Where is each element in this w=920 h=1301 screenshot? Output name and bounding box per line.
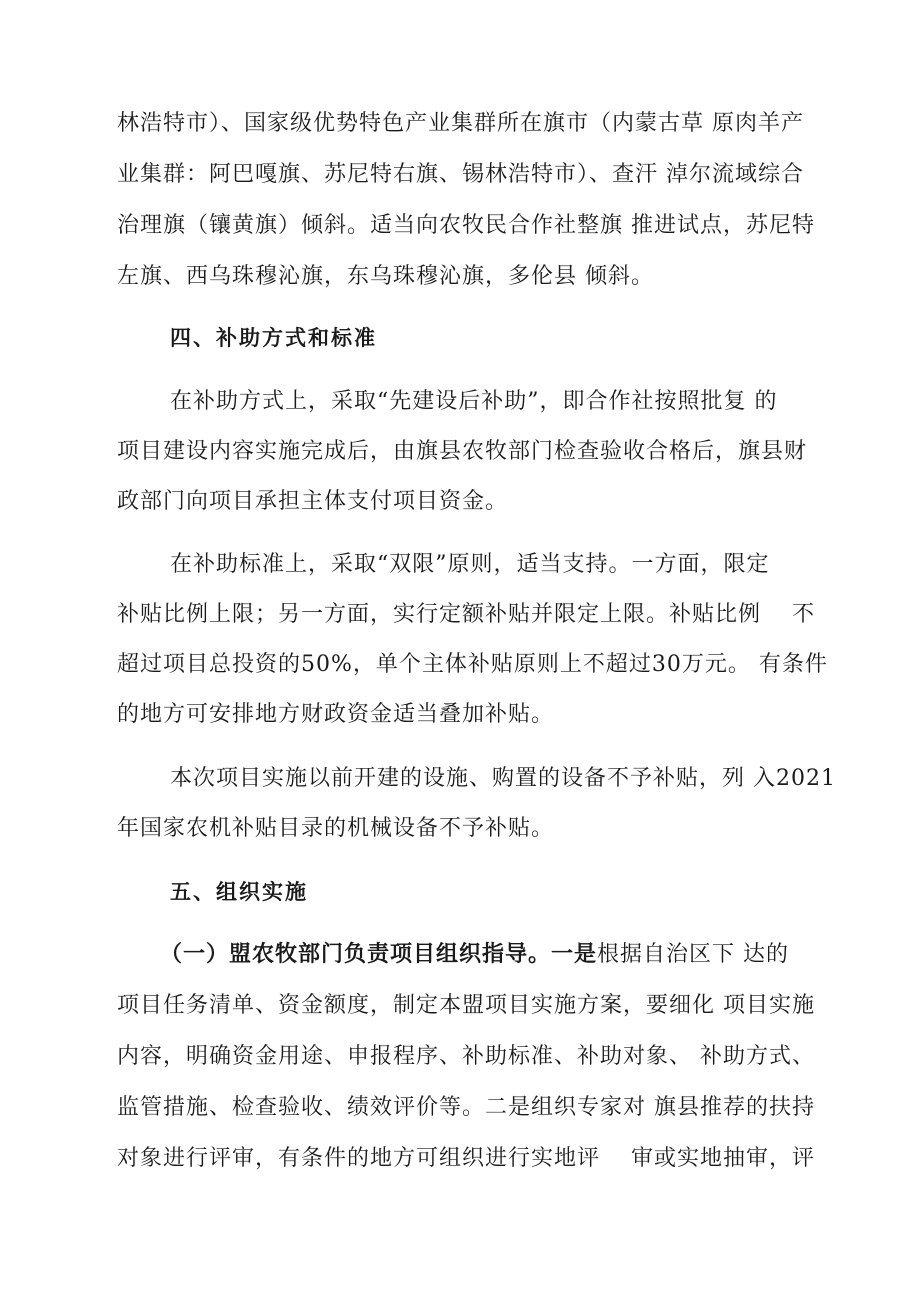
body-text-line: 业集群：阿巴嘎旗、苏尼特右旗、锡林浩特市）、查汗 淖尔流域综合 <box>117 162 804 187</box>
body-text-line: 左旗、西乌珠穆沁旗，东乌珠穆沁旗，多伦县 倾斜。 <box>117 264 654 289</box>
section-heading-5: 五、组织实施 <box>170 880 308 904</box>
body-text-line: 超过项目总投资的50%，单个主体补贴原则上不超过30万元。 有条件 <box>117 652 828 677</box>
body-text-line: 本次项目实施以前开建的设施、购置的设备不予补贴，列 入2021 <box>170 766 836 791</box>
body-text-line: 在补助方式上，采取“先建设后补助”，即合作社按照批复 的 <box>170 389 778 414</box>
section-heading-4: 四、补助方式和标准 <box>170 326 377 350</box>
body-text-line: 治理旗（镶黄旗）倾斜。适当向农牧民合作社整旗 推进试点，苏尼特 <box>117 213 815 238</box>
body-text-line: 补贴比例上限；另一方面，实行定额补贴并限定上限。补贴比例 不 <box>117 602 815 627</box>
body-text-line: 项目任务清单、资金额度，制定本盟项目实施方案，要细化 项目实施 <box>117 993 815 1018</box>
body-text-run: 根据自治区下 达的 <box>597 942 790 967</box>
body-text-line: 内容，明确资金用途、申报程序、补助标准、补助对象、 补助方式、 <box>117 1044 815 1069</box>
body-text-line: 对象进行评审，有条件的地方可组织进行实地评 审或实地抽审，评 <box>117 1146 815 1171</box>
body-text-line: 在补助标准上，采取“双限”原则，适当支持。一方面，限定 <box>170 552 770 577</box>
body-text-line: 林浩特市）、国家级优势特色产业集群所在旗市（内蒙古草 原肉羊产 <box>117 111 804 136</box>
body-text-line: 政部门向项目承担主体支付项目资金。 <box>117 489 509 514</box>
body-text-line <box>160 940 789 970</box>
body-text-line: 项目建设内容实施完成后，由旗县农牧部门检查验收合格后，旗县财 <box>117 439 808 464</box>
subsection-lead: （一）盟农牧部门负责项目组织指导。一是 <box>160 942 598 967</box>
body-text-line: 的地方可安排地方财政资金适当叠加补贴。 <box>117 702 555 727</box>
body-text-line: 年国家农机补贴目录的机械设备不予补贴。 <box>117 816 555 841</box>
body-text-line: 监管措施、检查验收、绩效评价等。二是组织专家对 旗县推荐的扶持 <box>117 1095 815 1120</box>
